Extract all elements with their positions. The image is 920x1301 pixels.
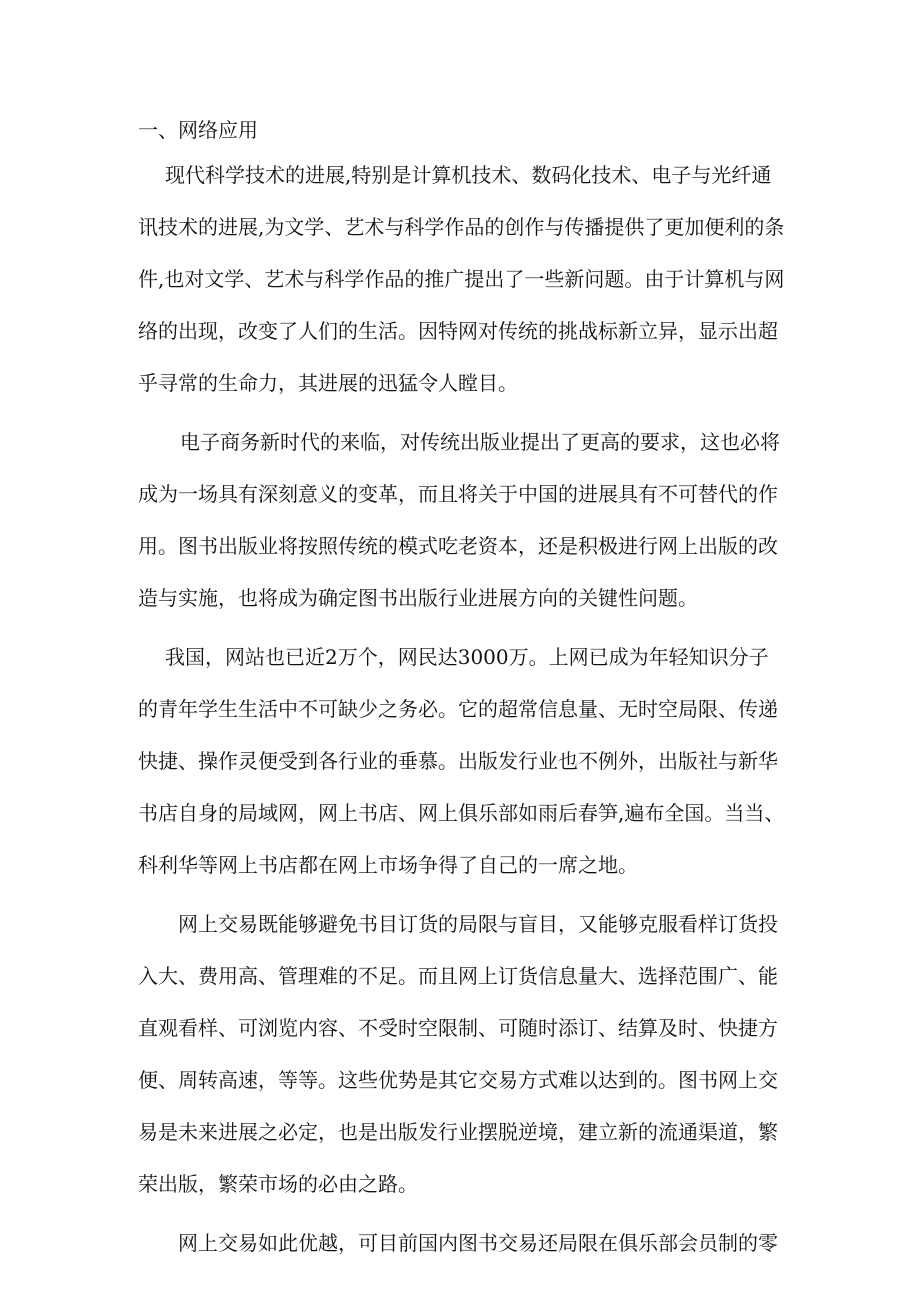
text-line: 网上交易如此优越，可目前国内图书交易还局限在俱乐部会员制的零 <box>178 1231 778 1255</box>
text-line: 用。图书出版业将按照传统的模式吃老资本，还是积极进行网上出版的改 <box>138 534 778 558</box>
text-line: 电子商务新时代的来临，对传统出版业提出了更高的要求，这也必将 <box>180 430 780 454</box>
text-line: 入大、费用高、管理难的不足。而且网上订货信息量大、选择范围广、能 <box>138 964 778 988</box>
text-line: 网上交易既能够避免书目订货的局限与盲目，又能够克服看样订货投 <box>178 912 778 936</box>
text-line: 乎寻常的生命力，其进展的迅猛令人瞠目。 <box>138 371 518 395</box>
text-line: 造与实施，也将成为确定图书出版行业进展方向的关键性问题。 <box>138 586 698 610</box>
text-line: 的青年学生生活中不可缺少之务必。它的超常信息量、无时空局限、传递 <box>138 697 778 721</box>
text-line: 直观看样、可浏览内容、不受时空限制、可随时添订、结算及时、快捷方 <box>138 1016 778 1040</box>
text-line: 件,也对文学、艺术与科学作品的推广提出了一些新问题。由于计算机与网 <box>138 267 785 291</box>
text-line: 荣出版，繁荣市场的必由之路。 <box>138 1172 418 1196</box>
text-line: 快捷、操作灵便受到各行业的垂慕。出版发行业也不例外，出版社与新华 <box>138 749 778 773</box>
section-heading: 一、网络应用 <box>138 118 258 142</box>
text-line: 书店自身的局域网，网上书店、网上俱乐部如雨后春笋,遍布全国。当当、 <box>138 801 785 825</box>
text-line: 现代科学技术的进展,特别是计算机技术、数码化技术、电子与光纤通 <box>165 163 772 187</box>
text-line: 我国，网站也已近2万个，网民达3000万。上网已成为年轻知识分子 <box>165 645 769 669</box>
text-line: 易是未来进展之必定，也是出版发行业摆脱逆境，建立新的流通渠道，繁 <box>138 1120 778 1144</box>
text-line: 讯技术的进展,为文学、艺术与科学作品的创作与传播提供了更加便利的条 <box>138 215 785 239</box>
text-line: 科利华等网上书店都在网上市场争得了自己的一席之地。 <box>138 853 638 877</box>
text-line: 络的出现，改变了人们的生活。因特网对传统的挑战标新立异，显示出超 <box>138 319 778 343</box>
text-line: 成为一场具有深刻意义的变革，而且将关于中国的进展具有不可替代的作 <box>138 482 778 506</box>
text-line: 便、周转高速，等等。这些优势是其它交易方式难以达到的。图书网上交 <box>138 1068 778 1092</box>
